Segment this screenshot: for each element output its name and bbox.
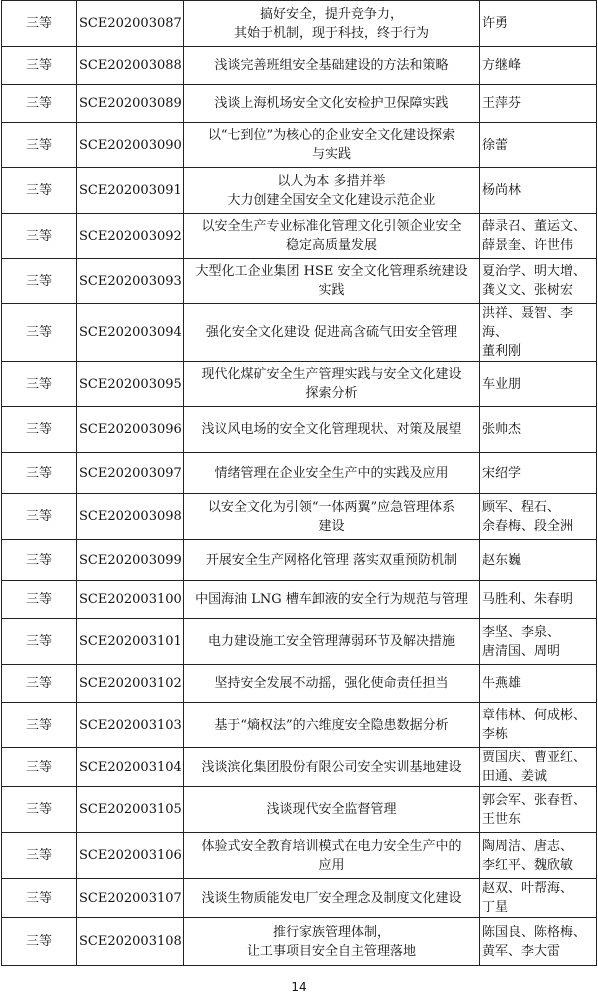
award-grade-cell: 三等: [2, 362, 77, 407]
authors-cell: 许勇: [480, 1, 597, 47]
table-row: [2, 833, 597, 879]
authors-cell: 王萍芬: [480, 85, 597, 123]
award-grade-cell: 三等: [2, 259, 77, 304]
award-grade-cell: 三等: [2, 833, 77, 879]
submission-code-cell: SCE202003104: [77, 748, 184, 787]
authors-cell: 章伟林、何成彬、 李栋: [480, 703, 597, 748]
authors-cell: 赵双、叶帮海、 丁星: [480, 879, 597, 918]
authors-cell: 牛燕雄: [480, 665, 597, 703]
paper-title-cell: 搞好安全，提升竞争力， 其始于机制，现于科技，终于行为: [184, 1, 480, 47]
paper-title-cell: 强化安全文化建设 促进高含硫气田安全管理: [184, 304, 480, 362]
table-row: [2, 879, 597, 918]
paper-title-cell: 电力建设施工安全管理薄弱环节及解决措施: [184, 619, 480, 665]
table-row: [2, 787, 597, 833]
award-grade-cell: 三等: [2, 787, 77, 833]
award-grade-cell: 三等: [2, 879, 77, 918]
submission-code-cell: SCE202003096: [77, 407, 184, 453]
paper-title-cell: 大型化工企业集团 HSE 安全文化管理系统建设 实践: [184, 259, 480, 304]
table-row: [2, 304, 597, 362]
authors-cell: 陶周洁、唐志、 李红平、魏欣敏: [480, 833, 597, 879]
submission-code-cell: SCE202003101: [77, 619, 184, 665]
award-grade-cell: 三等: [2, 214, 77, 259]
awards-table: [1, 0, 597, 966]
award-grade-cell: 三等: [2, 619, 77, 665]
paper-title-cell: 浅谈完善班组安全基础建设的方法和策略: [184, 47, 480, 85]
authors-cell: 马胜利、朱春明: [480, 581, 597, 619]
submission-code-cell: SCE202003093: [77, 259, 184, 304]
authors-cell: 杨尚林: [480, 168, 597, 214]
submission-code-cell: SCE202003102: [77, 665, 184, 703]
paper-title-cell: 现代化煤矿安全生产管理实践与安全文化建设 探索分析: [184, 362, 480, 407]
table-row: [2, 168, 597, 214]
paper-title-cell: 中国海油 LNG 槽车卸液的安全行为规范与管理: [184, 581, 480, 619]
submission-code-cell: SCE202003094: [77, 304, 184, 362]
table-row: [2, 85, 597, 123]
table-row: [2, 748, 597, 787]
award-grade-cell: 三等: [2, 581, 77, 619]
submission-code-cell: SCE202003098: [77, 494, 184, 540]
submission-code-cell: SCE202003091: [77, 168, 184, 214]
authors-cell: 夏治学、明大增、 龚义文、张树宏: [480, 259, 597, 304]
submission-code-cell: SCE202003103: [77, 703, 184, 748]
paper-title-cell: 浅谈滨化集团股份有限公司安全实训基地建设: [184, 748, 480, 787]
authors-cell: 陈国良、陈格梅、 黄军、李大雷: [480, 918, 597, 966]
submission-code-cell: SCE202003089: [77, 85, 184, 123]
authors-cell: 宋绍学: [480, 453, 597, 494]
authors-cell: 薛录召、董运文、 薛景奎、许世伟: [480, 214, 597, 259]
paper-title-cell: 坚持安全发展不动摇，强化使命责任担当: [184, 665, 480, 703]
authors-cell: 贾国庆、曹亚红、 田通、姜诚: [480, 748, 597, 787]
paper-title-cell: 情绪管理在企业安全生产中的实践及应用: [184, 453, 480, 494]
submission-code-cell: SCE202003108: [77, 918, 184, 966]
paper-title-cell: 基于“熵权法”的六维度安全隐患数据分析: [184, 703, 480, 748]
award-grade-cell: 三等: [2, 703, 77, 748]
paper-title-cell: 开展安全生产网格化管理 落实双重预防机制: [184, 540, 480, 581]
table-row: [2, 665, 597, 703]
awards-table-body: [2, 1, 597, 966]
paper-title-cell: 浅谈生物质能发电厂安全理念及制度文化建设: [184, 879, 480, 918]
award-grade-cell: 三等: [2, 665, 77, 703]
award-grade-cell: 三等: [2, 47, 77, 85]
table-row: [2, 540, 597, 581]
submission-code-cell: SCE202003088: [77, 47, 184, 85]
award-grade-cell: 三等: [2, 453, 77, 494]
submission-code-cell: SCE202003100: [77, 581, 184, 619]
submission-code-cell: SCE202003105: [77, 787, 184, 833]
submission-code-cell: SCE202003107: [77, 879, 184, 918]
table-row: [2, 494, 597, 540]
paper-title-cell: 体验式安全教育培训模式在电力安全生产中的 应用: [184, 833, 480, 879]
table-row: [2, 619, 597, 665]
award-grade-cell: 三等: [2, 748, 77, 787]
table-row: [2, 918, 597, 966]
paper-title-cell: 以安全文化为引领“一体两翼”应急管理体系 建设: [184, 494, 480, 540]
paper-title-cell: 以安全生产专业标准化管理文化引领企业安全 稳定高质量发展: [184, 214, 480, 259]
award-grade-cell: 三等: [2, 540, 77, 581]
award-grade-cell: 三等: [2, 123, 77, 168]
authors-cell: 车业朋: [480, 362, 597, 407]
award-grade-cell: 三等: [2, 1, 77, 47]
award-grade-cell: 三等: [2, 918, 77, 966]
award-grade-cell: 三等: [2, 304, 77, 362]
authors-cell: 李坚、李泉、 唐清国、周明: [480, 619, 597, 665]
paper-title-cell: 推行家族管理体制， 让工事项目安全自主管理落地: [184, 918, 480, 966]
submission-code-cell: SCE202003097: [77, 453, 184, 494]
page-number: 14: [291, 980, 307, 994]
submission-code-cell: SCE202003087: [77, 1, 184, 47]
authors-cell: 洪祥、聂智、李海、 董利刚: [480, 304, 597, 362]
authors-cell: 徐蕾: [480, 123, 597, 168]
award-grade-cell: 三等: [2, 85, 77, 123]
paper-title-cell: 浅谈上海机场安全文化安检护卫保障实践: [184, 85, 480, 123]
table-row: [2, 1, 597, 47]
table-row: [2, 453, 597, 494]
table-row: [2, 47, 597, 85]
submission-code-cell: SCE202003099: [77, 540, 184, 581]
submission-code-cell: SCE202003106: [77, 833, 184, 879]
table-row: [2, 123, 597, 168]
authors-cell: 郭会军、张春哲、 王世东: [480, 787, 597, 833]
table-row: [2, 214, 597, 259]
authors-cell: 顾军、程石、 余春梅、段全洲: [480, 494, 597, 540]
paper-title-cell: 以“七到位”为核心的企业安全文化建设探索 与实践: [184, 123, 480, 168]
award-grade-cell: 三等: [2, 168, 77, 214]
award-grade-cell: 三等: [2, 494, 77, 540]
paper-title-cell: 以人为本 多措并举 大力创建全国安全文化建设示范企业: [184, 168, 480, 214]
submission-code-cell: SCE202003095: [77, 362, 184, 407]
table-row: [2, 581, 597, 619]
paper-title-cell: 浅议风电场的安全文化管理现状、对策及展望: [184, 407, 480, 453]
paper-title-cell: 浅谈现代安全监督管理: [184, 787, 480, 833]
table-row: [2, 703, 597, 748]
submission-code-cell: SCE202003090: [77, 123, 184, 168]
authors-cell: 张帅杰: [480, 407, 597, 453]
submission-code-cell: SCE202003092: [77, 214, 184, 259]
table-row: [2, 407, 597, 453]
table-row: [2, 259, 597, 304]
authors-cell: 方继峰: [480, 47, 597, 85]
award-grade-cell: 三等: [2, 407, 77, 453]
authors-cell: 赵东巍: [480, 540, 597, 581]
table-row: [2, 362, 597, 407]
